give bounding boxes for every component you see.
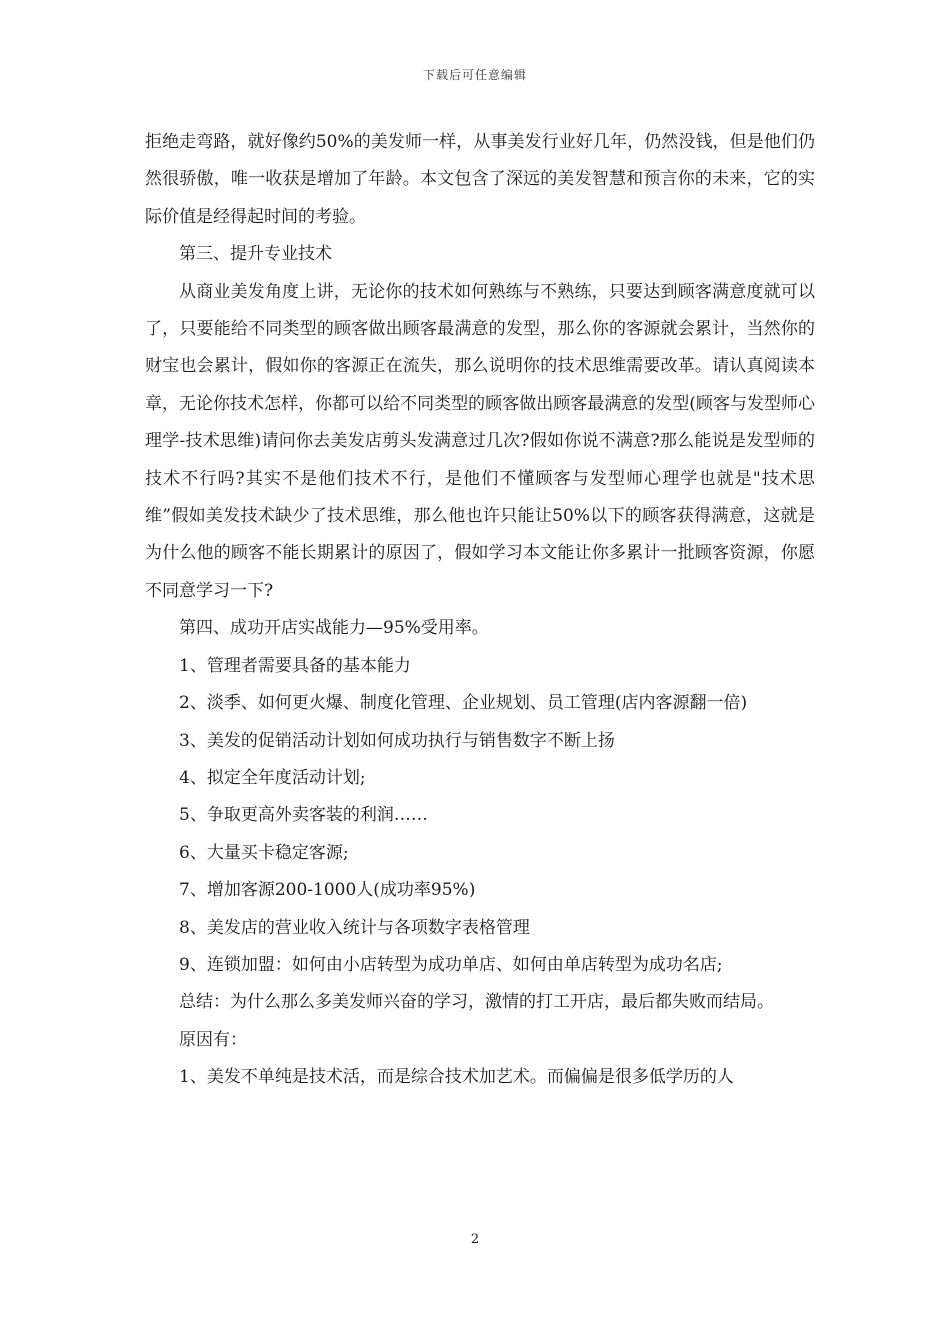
list-item-6: 6、大量买卡稳定客源; xyxy=(179,842,349,863)
reasons-heading: 原因有： xyxy=(179,1029,247,1050)
section-heading-3: 第三、提升专业技术 xyxy=(179,244,332,265)
paragraph-technical-thinking: 从商业美发角度上讲，无论你的技术如何熟练与不熟练，只要达到顾客满意度就可以了，只要能给不同类型的顾客做出顾客最满意的发型，那么你的客源就会累计，当然你的财宝也会累计，假如你的客源正在流失，那么说明你的技术思维需要改革。请认真阅读本章，无论你技术怎样，你都可以给不同类型的顾客做出顾客最满意的发型(顾客与发型师心理学-技术思维)请问你去美发店剪头发满意过几次?假如你说不满意?那么能说是发型师的技术不行吗?其实不是他们技术不行，是他们不懂顾客与发型师心理学也就是"技术思维”假如美发技术缺少了技术思维，那么他也许只能让50%以下的顾客获得满意，这就是为什么他的顾客不能长期累计的原因了，假如学习本文能让你多累计一批顾客资源，你愿不同意学习一下? xyxy=(145,281,815,601)
paragraph-1: 拒绝走弯路，就好像约50%的美发师一样，从事美发行业好几年，仍然没钱，但是他们仍然很骄傲，唯一收获是增加了年龄。本文包含了深远的美发智慧和预言你的未来，它的实际价值是经得起时间的考验。 xyxy=(145,132,815,227)
document-body xyxy=(145,124,815,1097)
reason-item-1: 1、美发不单纯是技术活，而是综合技术加艺术。而偏偏是很多低学历的人 xyxy=(179,1067,734,1088)
list-item-8: 8、美发店的营业收入统计与各项数字表格管理 xyxy=(179,917,530,938)
list-item-4: 4、拟定全年度活动计划; xyxy=(179,767,366,788)
page-number: 2 xyxy=(470,1232,480,1247)
list-item-9: 9、连锁加盟：如何由小店转型为成功单店、如何由单店转型为成功名店; xyxy=(179,954,723,975)
section-heading-4: 第四、成功开店实战能力—95%受用率。 xyxy=(179,618,489,639)
list-item-3: 3、美发的促销活动计划如何成功执行与销售数字不断上扬 xyxy=(179,730,615,751)
list-item-5: 5、争取更高外卖客装的利润…… xyxy=(179,805,428,826)
summary-paragraph: 总结：为什么那么多美发师兴奋的学习，激情的打工开店，最后都失败而结局。 xyxy=(179,992,774,1013)
list-item-2: 2、淡季、如何更火爆、制度化管理、企业规划、员工管理(店内客源翻一倍) xyxy=(179,693,748,714)
list-item-1: 1、管理者需要具备的基本能力 xyxy=(179,655,411,676)
list-item-7: 7、增加客源200-1000人(成功率95%) xyxy=(179,880,476,901)
page-header: 下载后可任意编辑 xyxy=(422,68,527,82)
